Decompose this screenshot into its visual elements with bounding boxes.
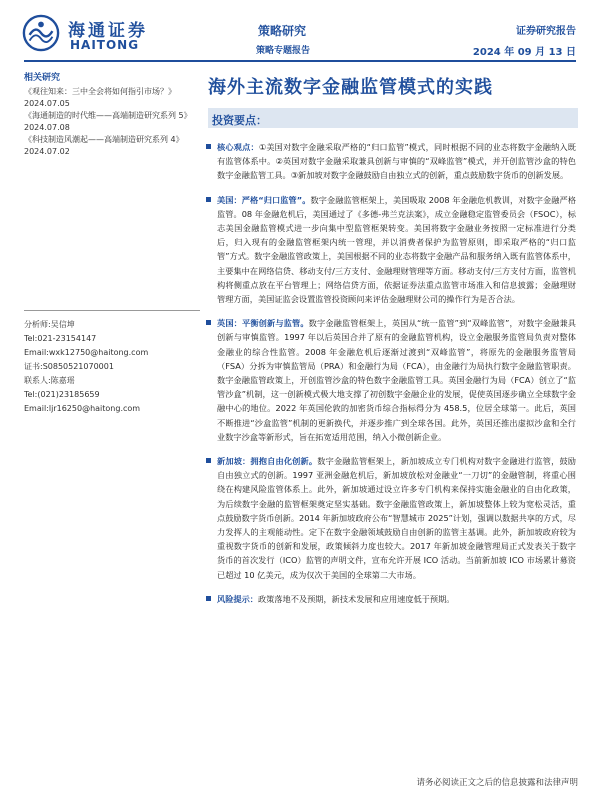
bullet-square-icon	[206, 320, 211, 325]
key-point-lead: 风险提示：	[217, 593, 258, 604]
bullet-square-icon	[206, 458, 211, 463]
key-point-lead: 美国：严格“归口监管”。	[217, 194, 311, 205]
key-points	[206, 140, 576, 606]
company-name-en: HAITONG	[70, 38, 140, 52]
contact-name: 联系人:陈嘉瑶	[24, 376, 75, 385]
sidebar-divider	[24, 310, 200, 311]
analyst-cert: 证书:S0850521070001	[24, 362, 114, 371]
key-point	[206, 140, 576, 183]
sidebar	[24, 70, 200, 158]
bullet-square-icon	[206, 197, 211, 202]
related-item[interactable]: 《科技制造风潮起——高端制造研究系列 4》2024.07.02	[24, 135, 184, 156]
key-point	[206, 592, 576, 606]
key-point-text: ①美国对数字金融采取严格的“归口监管”模式，同时根据不同的业态将数字金融纳入既有监管体系中。②英国对数字金融采取兼具创新与审慎的“双峰监管”模式，并开创监管沙盒的特色数字金融监管工具。③新加坡对数字金融鼓励自由独立式的创新，重点鼓励数字货币的创新发展。	[217, 142, 576, 181]
analyst-email[interactable]: Email:wxk12750@haitong.com	[24, 348, 149, 357]
related-research-title: 相关研究	[24, 73, 61, 83]
key-point	[206, 193, 576, 307]
key-point	[206, 454, 576, 582]
key-point-text: 数字金融监管框架上，新加坡成立专门机构对数字金融进行监管，鼓励自由独立式的创新。1997 亚洲金融危机后，新加坡放松对金融业“一刀切”的金融管制，将重心围绕在构建风险监管体系上。此外，新加坡通过设立许多专门机构来保持实施金融业的自由化政策，为后续数字金融的监管框架奠定坚实基础。数字金融监管政策上，新加坡整体上较为宽松灵活，重点鼓励数字货币创新。2014 年新加坡政府公布“智慧城市 2025”计划，强调以数据共享的方式，尽力发挥人的主观能动性。定下在数字金融领域鼓励自由创新的监管主基调。此外，新加坡政府较为重视数字货币的创新和发展，政策倾斜力度也较大。2017 年新加坡金融管理局正式发表关于数字货币的首次发行（ICO）监管的声明文件，宣布允许开展 ICO 活动。当前新加坡 ICO 市场累计募资已超过 10 亿美元，成为仅次于美国的全球第二大市场。	[217, 456, 576, 580]
page-title: 海外主流数字金融监管模式的实践	[208, 77, 493, 98]
haitong-logo-icon	[22, 14, 60, 52]
contact-tel: Tel:(021)23185659	[24, 390, 100, 399]
report-label: 证券研究报告	[516, 26, 576, 37]
disclaimer-footer: 请务必阅读正文之后的信息披露和法律声明	[416, 778, 578, 788]
related-item[interactable]: 《观往知来：三中全会将如何指引市场？》2024.07.05	[24, 87, 176, 108]
company-logo	[22, 14, 172, 54]
analyst-name: 分析师:吴信坤	[24, 320, 75, 329]
key-point	[206, 316, 576, 444]
analyst-info	[24, 318, 200, 416]
key-point-lead: 英国：平衡创新与监管。	[217, 318, 309, 329]
bullet-square-icon	[206, 144, 211, 149]
analyst-tel: Tel:021-23154147	[24, 334, 97, 343]
related-item[interactable]: 《海通制造的时代维——高端制造研究系列 5》2024.07.08	[24, 111, 192, 132]
key-point-text: 政策落地不及预期，新技术发展和应用速度低于预期。	[257, 593, 455, 604]
key-point-lead: 核心观点：	[217, 142, 259, 152]
key-point-text: 数字金融监管框架上，英国从“统一监管”到“双峰监管”，对数字金融兼具创新与审慎监管。1997 年以后英国合并了原有的金融监管机构，设立金融服务监管局负责对整体金融业的综合性监管。2008 年金融危机后逐渐过渡到“双峰监管”，将原先的金融服务监管局（FSA）分拆为审慎监管局（PRA）和金融行为局（FCA），由金融行为局执行数字金融监管职责。数字金融监管政策上，开创监管沙盒的特色数字金融监管工具。英国金融行为局（FCA）创立了“监管沙盒”机制，这一创新模式极大地支撑了初创数字金融企业的发展，促使英国逐步确立全球数字金融中心的地位。2022 年英国伦敦的加密货币综合指标得分为 458.5，位居全球第一。此后，英国不断推进“沙盒监管”机制的更新换代，并逐步推广到全球各国。此外，英国还推出虚拟沙盒和全行业数字沙盒等新形式，旨在拓宽适用范围，纳入小微创新企业。	[217, 318, 576, 442]
report-date: 2024 年 09 月 13 日	[472, 47, 576, 58]
company-name-cn: 海通证券	[68, 21, 148, 41]
key-point-text: 数字金融监管框架上，美国吸取 2008 年金融危机教训，对数字金融严格监管。08 年金融危机后，美国通过了《多德-弗兰克法案》，成立金融稳定监管委员会（FSOC），标志美国金融监管模式进一步向集中型监管框架转变。美国将数字金融业务按照一定标准进行分类后，归入现有的金融监管框架内统一管理，并以消费者保护为监管原则，即采取严格的“归口监管”方式。数字金融监管政策上，美国根据不同的业态将数字金融产品和服务纳入既有监管体系中，主要集中在网络信贷、移动支付/三方支付、金融理财管理等方面。移动支付/三方支付方面，监管机构将侧重点放在平台管理上；网络信贷方面，依据证券法重点监管市场准入和信息披露；金融理财管理方面，美国证监会设置监管投资顾问来评估金融理财公司的操作行为是否合法。	[217, 194, 577, 305]
report-type: 策略专题报告	[256, 46, 311, 56]
summary-title: 投资要点：	[212, 114, 267, 127]
contact-email[interactable]: Email:ljr16250@haitong.com	[24, 404, 141, 413]
bullet-square-icon	[206, 596, 211, 601]
key-point-lead: 新加坡：拥抱自由化创新。	[217, 456, 318, 467]
report-category: 策略研究	[258, 24, 307, 38]
header-divider	[24, 60, 576, 62]
